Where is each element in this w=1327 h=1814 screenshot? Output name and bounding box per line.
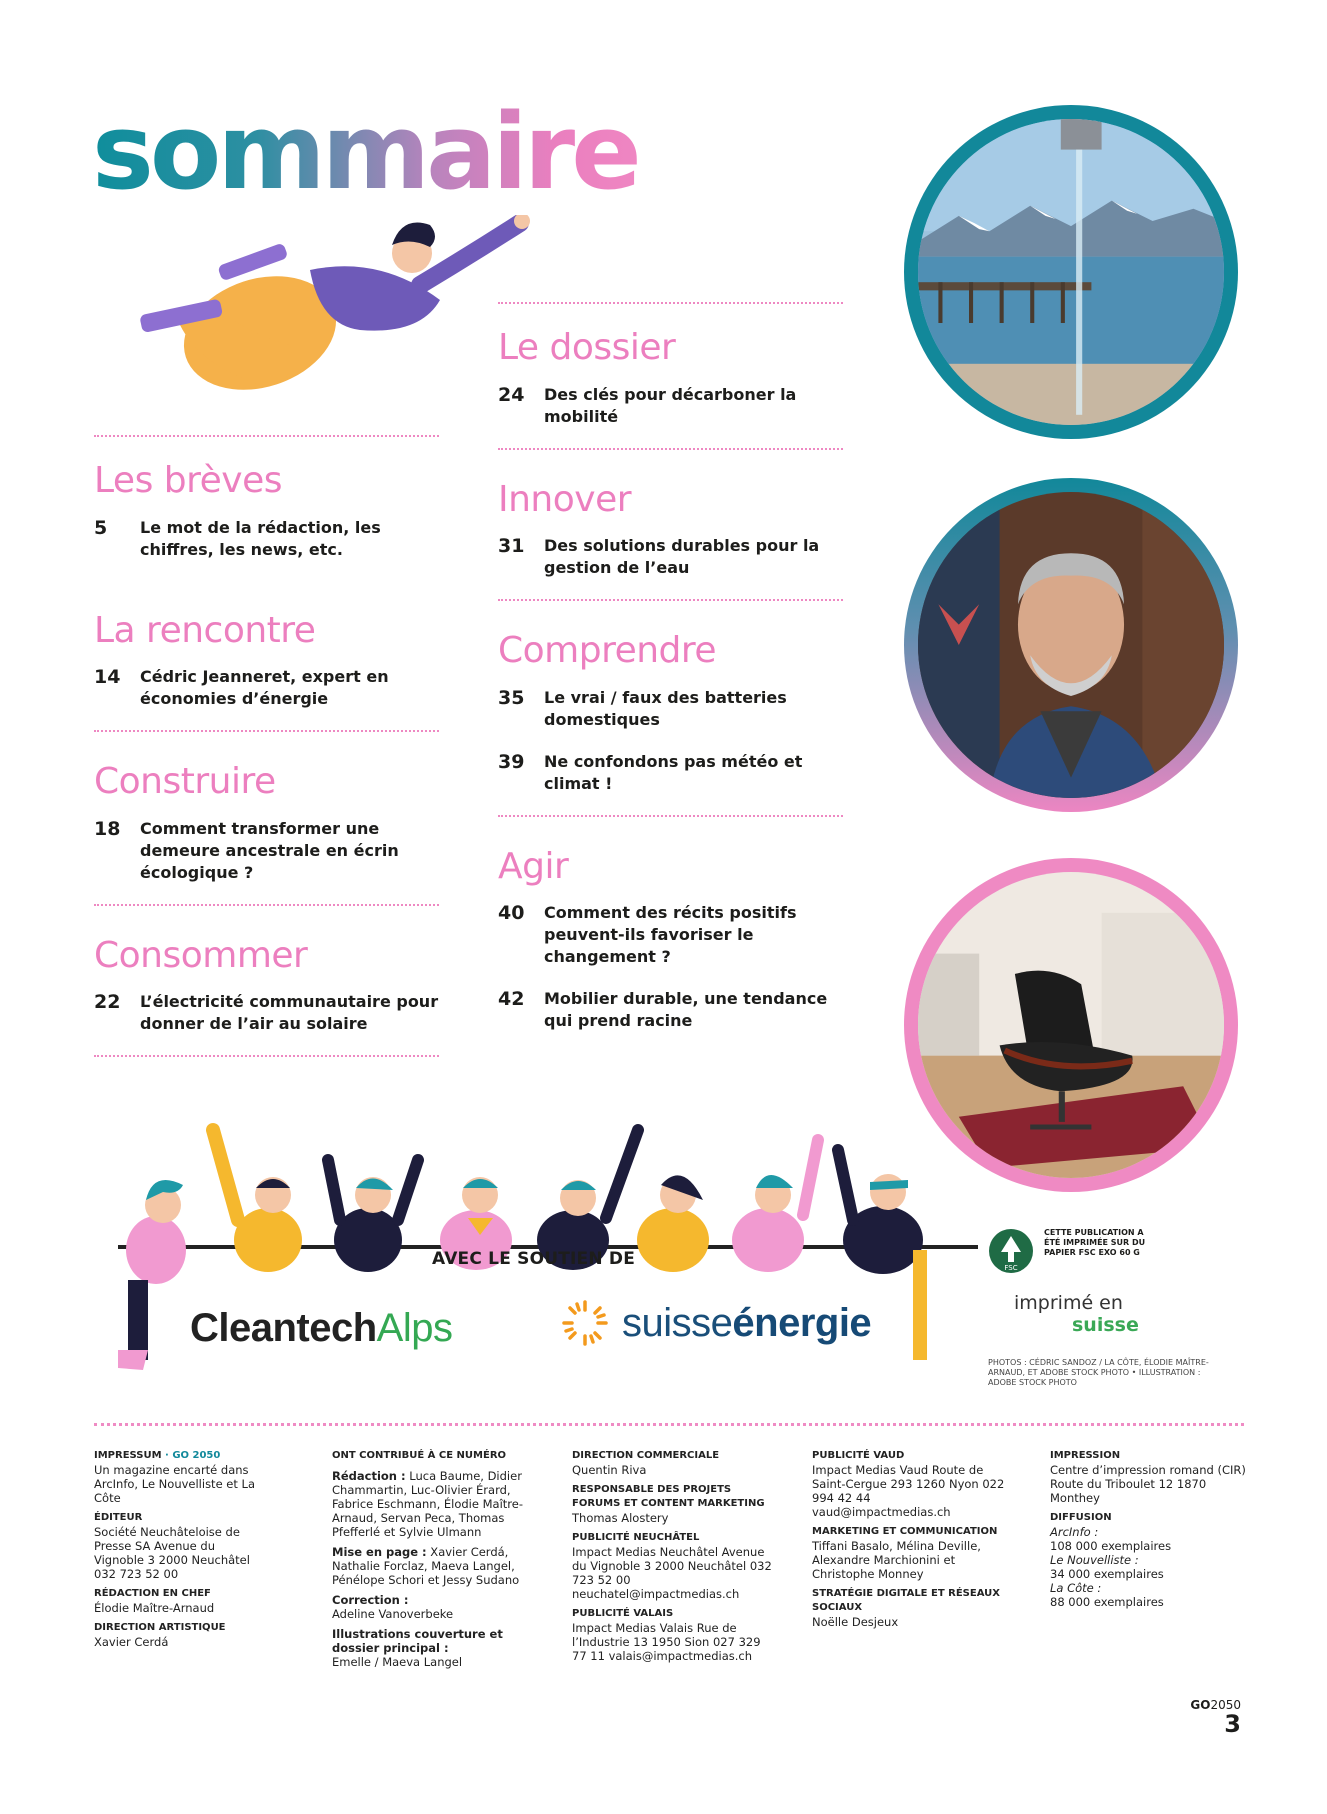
toc-section [94,936,439,1064]
entry-text: Des solutions durables pour la gestion de l’eau [544,536,820,578]
person-7 [732,1140,818,1272]
section-divider [94,435,439,437]
fsc-tree-icon [988,1228,1034,1274]
impressum-heading: ONT CONTRIBUÉ À CE NUMÉRO [332,1450,507,1461]
toc-section [498,847,843,1059]
section-heading: Agir [498,845,569,887]
section-heading: La rencontre [94,609,316,651]
page-title: sommaire [92,91,638,213]
impressum-text: Luca Baume, Didier Chammartin, Luc-Olivier Érard, Fabrice Eschmann, Élodie Maître-Arnaud, Servan Peca, Thomas Pfefferlé et Sylvie Ulmann [332,1469,523,1539]
fsc-text: CETTE PUBLICATION A ÉTÉ IMPRIMÉE SUR DU PAPIER FSC EXO 60 G [1044,1228,1146,1257]
logo-text: Alps [376,1306,453,1350]
logo-text: suisseénergie [622,1300,872,1345]
section-heading: Innover [498,478,632,520]
impressum-heading: DIRECTION ARTISTIQUE [94,1622,226,1633]
suisseenergie-logo[interactable] [560,1298,871,1348]
impressum-text: Noëlle Desjeux [812,1615,899,1629]
impressum-heading: PUBLICITÉ NEUCHÂTEL [572,1532,700,1543]
toc-section [498,480,843,608]
page-footer [1190,1698,1241,1736]
impressum-text: Un magazine encarté dans ArcInfo, Le Nouvelliste et La Côte [94,1463,255,1505]
falling-person-illustration [140,215,530,415]
portrait-photo-circle [904,478,1238,812]
toc-entry[interactable] [498,535,843,579]
section-divider [94,730,439,732]
impressum-text: Adeline Vanoverbeke [332,1607,454,1621]
logo-text: Cleantech [190,1306,377,1350]
diffusion-label: ArcInfo : [1050,1525,1099,1539]
suisse-text: suisse [1072,1314,1139,1336]
page-number: 24 [498,383,525,406]
person-1 [118,1180,186,1370]
impressum-text: Xavier Cerdá [94,1635,169,1649]
portrait-photo [918,492,1224,798]
lake-photo-circle [904,105,1238,439]
cleantechalps-logo[interactable] [190,1306,452,1351]
impressum-heading: DIRECTION COMMERCIALE [572,1450,720,1461]
fsc-logo-text: FSC [1004,1264,1018,1272]
diffusion-label: Le Nouvelliste : [1050,1553,1139,1567]
section-heading: Le dossier [498,327,676,368]
impressum-heading: PUBLICITÉ VAUD [812,1450,905,1461]
section-divider [498,815,843,817]
page-number: 14 [94,666,121,689]
impressum-label: Correction : [332,1593,409,1607]
page-number: 5 [94,516,108,539]
entry-text: Ne confondons pas météo et climat ! [544,751,803,793]
impressum-heading: DIFFUSION [1050,1512,1112,1523]
entry-text: Comment des récits positifs peuvent-ils favoriser le changement ? [544,903,797,967]
section-divider [94,1055,439,1057]
page-number: 31 [498,535,525,558]
toc-entry[interactable] [498,902,843,968]
person-3 [328,1160,418,1272]
impressum-text: Emelle / Maeva Langel [332,1655,463,1669]
toc-entry[interactable] [94,666,439,710]
impressum-heading: RESPONSABLE DES PROJETS FORUMS ET CONTENT MARKETING [572,1484,765,1509]
impressum-text: Impact Medias Neuchâtel Avenue du Vignoble 3 2000 Neuchâtel 032 723 52 00 neuchatel@impactmedias.ch [572,1545,772,1601]
diffusion-count: 34 000 exemplaires [1050,1567,1164,1581]
page-number: 39 [498,750,525,773]
toc-section [498,631,843,823]
photo-credits: PHOTOS : CÉDRIC SANDOZ / LA CÔTE, ÉLODIE MAÎTRE-ARNAUD, ET ADOBE STOCK PHOTO • ILLUSTRATION : ADOBE STOCK PHOTO [988,1358,1209,1387]
entry-text: Des clés pour décarboner la mobilité [544,384,797,426]
impressum-heading: STRATÉGIE DIGITALE ET RÉSEAUX SOCIAUX [812,1588,1000,1613]
impressum-text: Quentin Riva [572,1463,647,1477]
impressum-text: Tiffani Basalo, Mélina Deville, Alexandre Marchionini et Christophe Monney [812,1539,981,1581]
imprime-text: imprimé en [1014,1292,1123,1314]
toc-entry[interactable] [94,991,439,1035]
section-heading: Comprendre [498,630,717,672]
page-number: 22 [94,991,121,1014]
toc-entry[interactable] [94,818,439,884]
impressum-heading: MARKETING ET COMMUNICATION [812,1526,998,1537]
impressum-column-2 [332,1449,532,1669]
impressum-text: Impact Medias Valais Rue de l’Industrie 13 1950 Sion 027 329 77 11 valais@impactmedias.ch [572,1621,761,1663]
impressum-label: Rédaction : [332,1469,406,1483]
impressum-column-3 [572,1449,772,1663]
entry-text: Le vrai / faux des batteries domestiques [544,687,787,729]
impressum-heading: PUBLICITÉ VALAIS [572,1608,674,1619]
impressum-heading: IMPRESSION [1050,1450,1121,1461]
lake-photo [918,119,1224,425]
impressum-text: Société Neuchâteloise de Presse SA Avenue du Vignoble 3 2000 Neuchâtel 032 723 52 00 [94,1525,250,1581]
impressum-text: Centre d’impression romand (CIR) Route du Triboulet 12 1870 Monthey [1050,1463,1246,1505]
toc-entry[interactable] [498,988,843,1032]
impressum-label: Mise en page : [332,1545,427,1559]
printed-in-switzerland [1014,1292,1139,1336]
page-number: 42 [498,988,525,1011]
toc-middle-column [498,302,843,1058]
impressum-column-5 [1050,1449,1250,1609]
impressum-text: Élodie Maître-Arnaud [94,1601,215,1615]
section-heading: Construire [94,761,276,803]
toc-entry[interactable] [94,517,439,561]
section-divider [498,599,843,601]
page-number-footer: 3 [1224,1710,1241,1738]
toc-section [94,611,439,739]
impressum-brand: · GO 2050 [161,1450,221,1461]
sun-icon [560,1298,610,1348]
impressum-text: Xavier Cerdá, Nathalie Forclaz, Maeva Langel, Pénélope Schori et Jessy Sudano [332,1545,520,1587]
entry-text: Cédric Jeanneret, expert en économies d’énergie [140,667,389,709]
section-divider [94,904,439,906]
section-divider [498,448,843,450]
toc-section [498,302,843,456]
impressum-divider [94,1423,1244,1426]
impressum-column-1 [94,1449,264,1649]
impressum-column-4 [812,1449,1012,1629]
magazine-brand: GO2050 [1190,1698,1241,1712]
diffusion-label: La Côte : [1050,1581,1102,1595]
impressum-heading: IMPRESSUM [94,1450,162,1461]
toc-section [94,762,439,912]
page-number: 18 [94,817,121,840]
entry-text: Le mot de la rédaction, les chiffres, les news, etc. [140,517,381,559]
page-number: 40 [498,902,525,925]
impressum-label: Illustrations couverture et dossier principal : [332,1627,503,1655]
toc-entry[interactable] [498,384,843,428]
section-heading: Les brèves [94,460,282,501]
toc-left-column [94,435,439,1063]
toc-entry[interactable] [498,687,843,731]
impressum-text: Thomas Alostery [572,1511,669,1525]
section-divider [498,302,843,304]
toc-entry[interactable] [498,751,843,795]
section-heading: Consommer [94,934,308,976]
person-6 [637,1175,709,1272]
impressum-text: Impact Medias Vaud Route de Saint-Cergue 293 1260 Nyon 022 994 42 44 vaud@impactmedias.ch [812,1463,1005,1519]
entry-text: L’électricité communautaire pour donner de l’air au solaire [140,992,439,1034]
toc-section [94,435,439,587]
entry-text: Mobilier durable, une tendance qui prend racine [544,989,828,1031]
fsc-badge [988,1228,1154,1274]
impressum-heading: ÉDITEUR [94,1512,143,1523]
entry-text: Comment transformer une demeure ancestrale en écrin écologique ? [140,818,399,882]
diffusion-count: 108 000 exemplaires [1050,1539,1172,1553]
impressum-heading: RÉDACTION EN CHEF [94,1588,211,1599]
page-number: 35 [498,686,525,709]
diffusion-count: 88 000 exemplaires [1050,1595,1164,1609]
person-2 [213,1130,302,1272]
sponsors-label: AVEC LE SOUTIEN DE [432,1249,636,1269]
